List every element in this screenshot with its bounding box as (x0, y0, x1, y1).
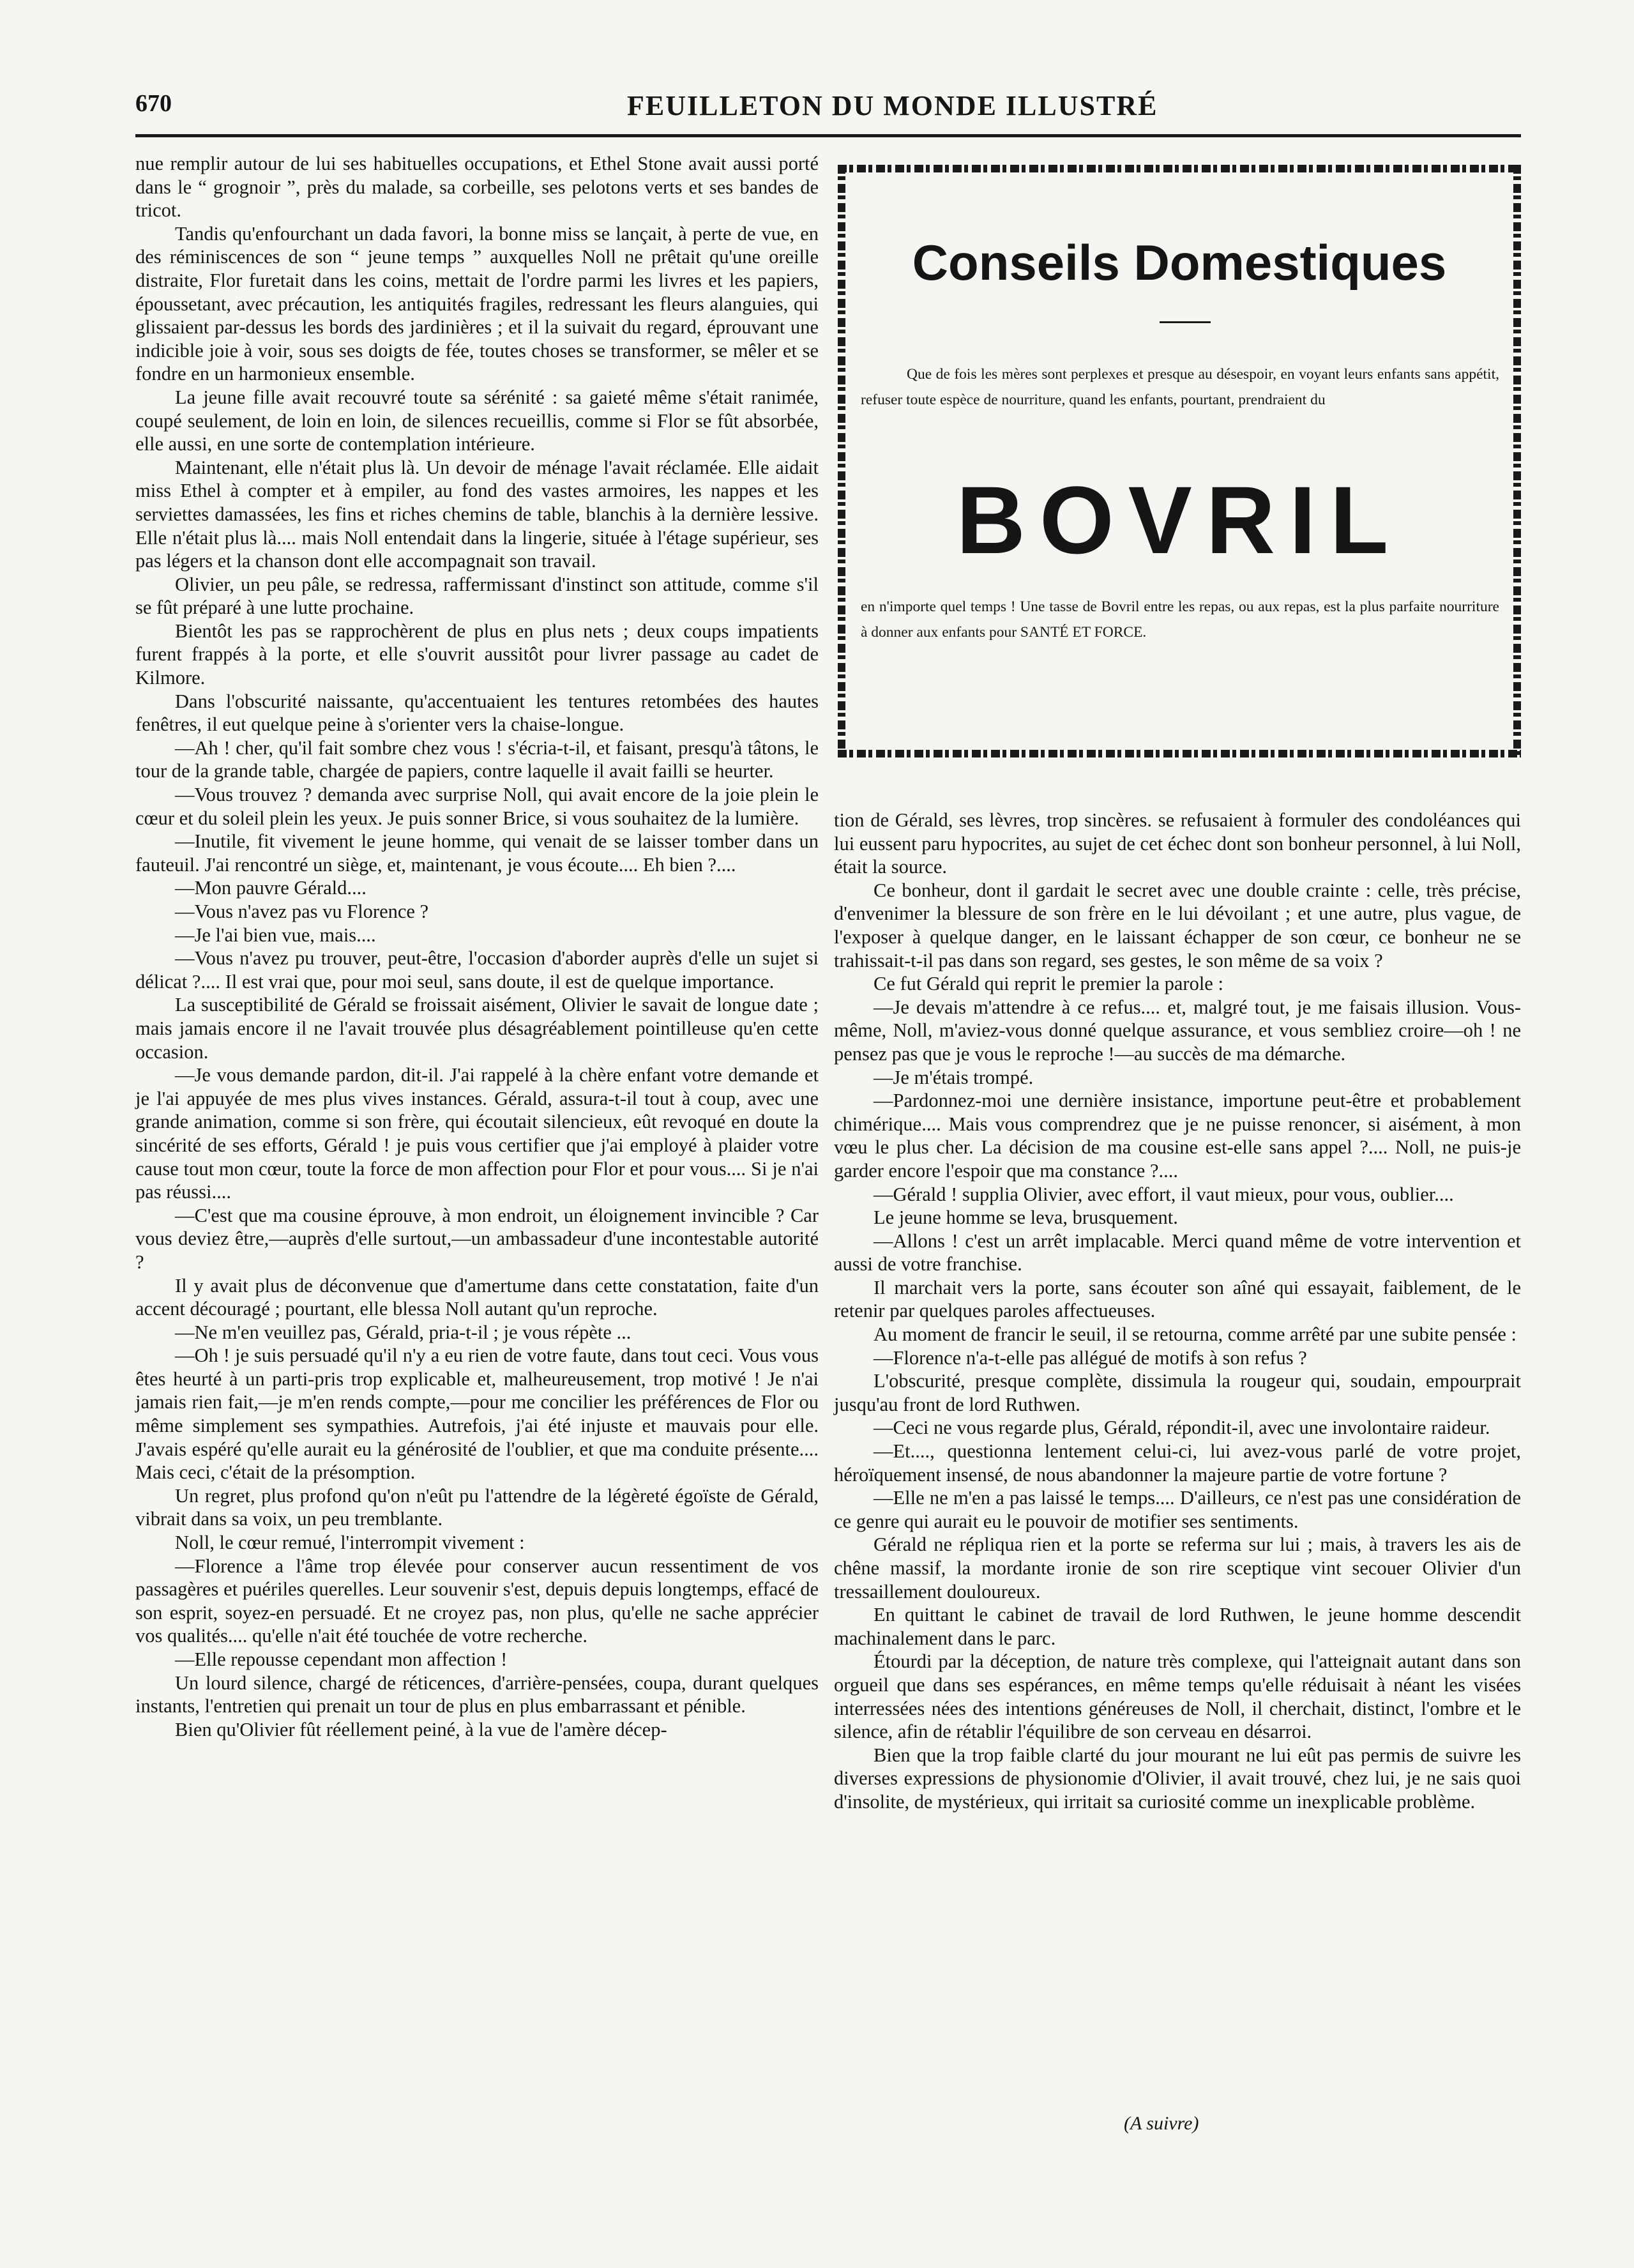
paragraph: Bientôt les pas se rapprochèrent de plus en plus nets ; deux coups impatients furent frappés à la porte, et elle s'ouvrit aussitôt pour livrer passage au cadet de Kilmore. (135, 620, 819, 689)
paragraph: —Ne m'en veuillez pas, Gérald, pria-t-il ; je vous répète ... (175, 1321, 632, 1343)
paragraph: —Elle repousse cependant mon affection ! (175, 1648, 508, 1670)
paragraph: —Pardonnez-moi une dernière insistance, importune peut-être et probablement chimérique.... Mais vous comprendrez que je ne puisse renoncer, si aisément, à mon vœu le plus cher. La décision de ma cousine est-elle sans appel ?.... Noll, ne puis-je garder encore l'espoir que ma constance ?.... (834, 1090, 1521, 1182)
paragraph: La jeune fille avait recouvré toute sa sérénité : sa gaieté même s'était ranimée, coupé seulement, de loin en loin, de silences recueillis, comme si Flor se fût absorbée, elle aussi, en une sorte de contemplation intérieure. (135, 386, 819, 455)
paragraph: En quittant le cabinet de travail de lord Ruthwen, le jeune homme descendit machinalement dans le parc. (834, 1604, 1521, 1649)
paragraph: L'obscurité, presque complète, dissimula la rougeur qui, soudain, empourprait jusqu'au front de lord Ruthwen. (834, 1370, 1521, 1415)
paragraph: —Mon pauvre Gérald.... (175, 877, 367, 899)
ad-border-bottom (838, 750, 1521, 757)
journal-title: FEUILLETON DU MONDE ILLUSTRÉ (627, 90, 1158, 121)
continuation-note: (A suivre) (1124, 2113, 1199, 2134)
paragraph: —Je devais m'attendre à ce refus.... et, malgré tout, je me faisais illusion. Vous-même, Noll, m'aviez-vous donné quelque assurance, et vous sembliez croire—oh ! ne pensez pas que je vous le reproche !—au succès de ma démarche. (834, 996, 1521, 1065)
paragraph: —Je vous demande pardon, dit-il. J'ai rappelé à la chère enfant votre demande et je l'ai appuyée de mes plus vives instances. Gérald, assura-t-il tout à coup, avec une grande animation, comme si son frère, qui écoutait silencieux, eût revoqué en doute la sincérité de ses efforts, Gérald ! je puis vous certifier que j'ai employé à plaider votre cause tout mon cœur, toute la force de mon affection pour Flor et pour vous.... Si je n'ai pas réussi.... (135, 1064, 819, 1203)
paragraph: —Vous n'avez pas vu Florence ? (175, 901, 429, 922)
paragraph: Ce bonheur, dont il gardait le secret avec une double crainte : celle, très précise, d'envenimer la blessure de son frère en le lui dévoilant ; et une autre, plus vague, de l'exposer à quelque danger, en le laissant échapper de son cœur, ce bonheur ne se trahissait-t-il pas dans son regard, ses gestes, le son même de sa voix ? (834, 879, 1521, 971)
page-number: 670 (135, 90, 172, 117)
paragraph: —Oh ! je suis persuadé qu'il n'y a eu rien de votre faute, dans tout ceci. Vous vous êtes heurté à un parti-pris trop explicable et, malheureusement, trop motivé ! Je n'ai jamais rien fait,—je m'en rends compte,—pour me concilier les préférences de Flor ou même simplement ses sympathies. Autrefois, j'ai été injuste et mauvais pour elle. J'avais espéré qu'elle aurait eu la générosité de l'oublier, et que ma conduite présente.... Mais ceci, c'était de la présomption. (135, 1344, 819, 1484)
paragraph: nue remplir autour de lui ses habituelles occupations, et Ethel Stone avait aussi porté dans le “ grognoir ”, près du malade, sa corbeille, ses pelotons verts et ses bandes de tricot. (135, 153, 819, 222)
paragraph: —Et...., questionna lentement celui-ci, lui avez-vous parlé de votre projet, héroïquement insensé, de nous abandonner la majeure partie de votre fortune ? (834, 1440, 1521, 1486)
page-header (135, 89, 1521, 128)
paragraph: —Florence n'a-t-elle pas allégué de motifs à son refus ? (874, 1346, 1307, 1369)
paragraph: —Inutile, fit vivement le jeune homme, qui venait de se laisser tomber dans un fauteuil. J'ai rencontré un siège, et, maintenant, je vous écoute.... Eh bien ?.... (135, 830, 819, 876)
ad-divider (1160, 321, 1211, 323)
bovril-advertisement (838, 165, 1521, 757)
paragraph: —Elle ne m'en a pas laissé le temps.... D'ailleurs, ce n'est pas une considération de ce genre qui aurait eu le pouvoir de motifier ses sentiments. (834, 1487, 1521, 1532)
ad-intro: Que de fois les mères sont perplexes et presque au désespoir, en voyant leurs enfants sans appétit, refuser toute espèce de nourriture, quand les enfants, pourtant, prendraient du (861, 366, 1499, 408)
left-column (135, 152, 819, 1741)
header-rule (135, 134, 1521, 137)
paragraph: —Ah ! cher, qu'il fait sombre chez vous ! s'écria-t-il, et faisant, presqu'à tâtons, le tour de la grande table, chargée de papiers, contre laquelle il avait failli se heurter. (135, 736, 819, 782)
paragraph: —Je l'ai bien vue, mais.... (175, 924, 376, 946)
paragraph: —Florence a l'âme trop élevée pour conserver aucun ressentiment de vos passagères et puériles querelles. Leur souvenir s'est, depuis depuis longtemps, effacé de son esprit, soyez-en persuadé. Et ne croyez pas, non plus, qu'elle ne sache apprécier vos qualités.... qu'elle n'ait été touchée de votre recherche. (135, 1555, 819, 1647)
paragraph: Au moment de francir le seuil, il se retourna, comme arrêté par une subite pensée : (874, 1323, 1517, 1346)
paragraph: Bien que la trop faible clarté du jour mourant ne lui eût pas permis de suivre les diverses expressions de physionomie d'Olivier, il avait trouvé, chez lui, je ne sais quoi d'insolite, de mystérieux, qui irritait sa curiosité comme un inexplicable problème. (834, 1744, 1521, 1813)
ad-title: Conseils Domestiques (912, 234, 1447, 291)
paragraph: Noll, le cœur remué, l'interrompit vivement : (175, 1532, 525, 1554)
paragraph: Il marchait vers la porte, sans écouter son aîné qui essayait, faiblement, de le retenir par quelques paroles affectueuses. (834, 1276, 1521, 1322)
ad-body: en n'importe quel temps ! Une tasse de Bovril entre les repas, ou aux repas, est la plus parfaite nourriture à donner aux enfants pour SANTÉ ET FORCE. (861, 598, 1499, 641)
paragraph: Olivier, un peu pâle, se redressa, raffermissant d'instinct son attitude, comme s'il se fût préparé à une lutte prochaine. (135, 573, 819, 619)
paragraph: Un regret, plus profond qu'on n'eût pu l'attendre de la légèreté égoïste de Gérald, vibrait dans sa voix, un peu tremblante. (135, 1484, 819, 1530)
paragraph: Ce fut Gérald qui reprit le premier la parole : (874, 973, 1223, 995)
paragraph: —Ceci ne vous regarde plus, Gérald, répondit-il, avec une involontaire raideur. (874, 1417, 1490, 1439)
paragraph: tion de Gérald, ses lèvres, trop sincères. se refusaient à formuler des condoléances qui lui eussent paru hypocrites, au sujet de cet échec dont son bonheur personnel, à lui Noll, était la source. (834, 809, 1521, 878)
paragraph: —Vous trouvez ? demanda avec surprise Noll, qui avait encore de la joie plein le cœur et du soleil plein les yeux. Je puis sonner Brice, si vous souhaitez de la lumière. (135, 784, 819, 829)
paragraph: —Vous n'avez pu trouver, peut-être, l'occasion d'aborder auprès d'elle un sujet si délicat ?.... Il est vrai que, pour moi seul, sans doute, il est de quelque importance. (135, 947, 819, 993)
paragraph: Bien qu'Olivier fût réellement peiné, à la vue de l'amère décep- (175, 1718, 667, 1740)
paragraph: Tandis qu'enfourchant un dada favori, la bonne miss se lançait, à perte de vue, en des réminiscences de son “ jeune temps ” auxquelles Noll ne prêtait qu'une oreille distraite, Flor furetait dans les coins, mettait de l'ordre parmi les livres et les papiers, époussetant, avec précaution, les antiquités fragiles, redressant les fleurs alanguies, qui glissaient par-dessus les bords des jardinières ; et il la suivait du regard, éprouvant une indicible joie à voir, sous ses doigts de fée, toutes choses se transformer, se mêler et se fondre en un harmonieux ensemble. (135, 222, 819, 385)
paragraph: Maintenant, elle n'était plus là. Un devoir de ménage l'avait réclamée. Elle aidait miss Ethel à compter et à empiler, au fond des vastes armoires, les nappes et les serviettes damassées, les fins et riches chemins de table, blanchis à la dernière lessive. Elle n'était plus là.... mais Noll entendait dans la lingerie, située à l'étage supérieur, ses pas légers et la chanson dont elle accompagnait son travail. (135, 456, 819, 572)
paragraph: Étourdi par la déception, de nature très complexe, qui l'atteignait autant dans son orgueil que dans ses espérances, en même temps qu'elle réduisait à néant les visées interressées nées des intentions généreuses de Noll, il cherchait, distinct, l'ombre et le silence, afin de rétablir l'équilibre de son cerveau en désarroi. (834, 1650, 1521, 1743)
paragraph: Il y avait plus de déconvenue que d'amertume dans cette constatation, faite d'un accent découragé ; pourtant, elle blessa Noll autant qu'un reproche. (135, 1274, 819, 1320)
paragraph: Gérald ne répliqua rien et la porte se referma sur lui ; mais, à travers les ais de chêne massif, la mordante ironie de son rire sceptique vint secouer Olivier d'un tressaillement douloureux. (834, 1534, 1521, 1602)
paragraph: —C'est que ma cousine éprouve, à mon endroit, un éloignement invincible ? Car vous deviez être,—auprès d'elle surtout,—un ambassadeur d'une incontestable autorité ? (135, 1204, 819, 1273)
ad-brand: BOVRIL (956, 466, 1403, 574)
paragraph: —Allons ! c'est un arrêt implacable. Merci quand même de votre intervention et aussi de votre franchise. (834, 1229, 1521, 1275)
ad-border-top (838, 165, 1521, 172)
paragraph: Un lourd silence, chargé de réticences, d'arrière-pensées, coupa, durant quelques instants, l'entretien qui prenait un tour de plus en plus embarrassant et pénible. (135, 1671, 819, 1717)
right-column (834, 809, 1521, 1814)
paragraph: Le jeune homme se leva, brusquement. (874, 1206, 1178, 1229)
paragraph: Dans l'obscurité naissante, qu'accentuaient les tentures retombées des hautes fenêtres, il eut quelque peine à s'orienter vers la chaise-longue. (135, 690, 819, 736)
paragraph: La susceptibilité de Gérald se froissait aisément, Olivier le savait de longue date ; mais jamais encore il ne l'avait trouvée plus désagréablement pointilleuse qu'en cette occasion. (135, 994, 819, 1063)
paragraph: —Gérald ! supplia Olivier, avec effort, il vaut mieux, pour vous, oublier.... (874, 1183, 1454, 1205)
paragraph: —Je m'étais trompé. (874, 1066, 1034, 1088)
